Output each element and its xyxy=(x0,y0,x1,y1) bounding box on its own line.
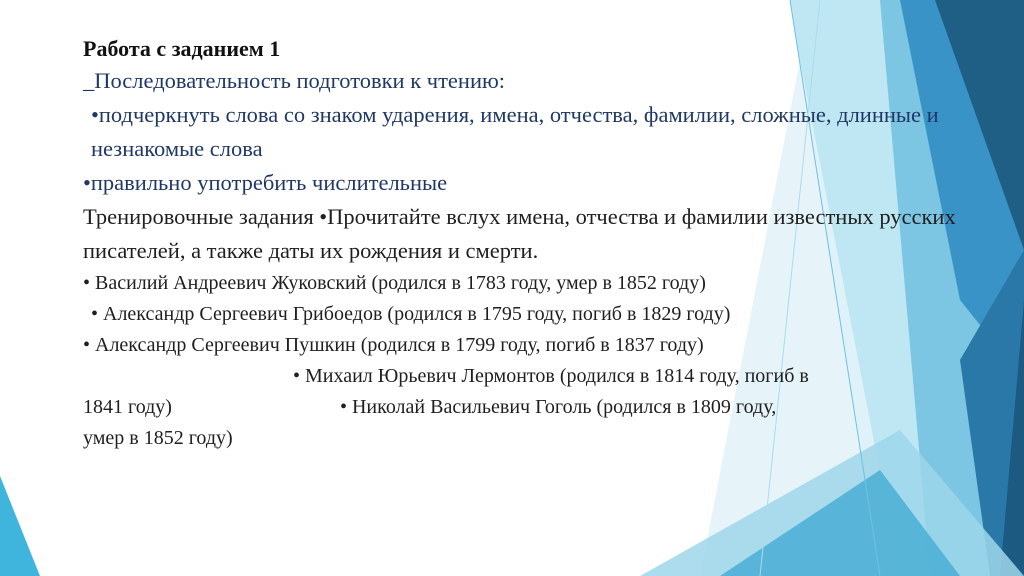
writer-5: • Николай Васильевич Гоголь (родился в 1809 году, xyxy=(339,396,777,418)
writer-4-end: 1841 году) xyxy=(83,396,172,418)
step-2: •правильно употребить числительные xyxy=(83,170,448,195)
task-text: Тренировочные задания •Прочитайте вслух имена, отчества и фамилии известных русских писателей, а также даты их рождения и смерти. xyxy=(83,204,956,263)
writer-4-5-line xyxy=(83,392,963,423)
writer-3: • Александр Сергеевич Пушкин (родился в 1799 году, погиб в 1837 году) xyxy=(83,334,704,356)
slide-content xyxy=(83,34,963,454)
slide-title: Работа с заданием 1 xyxy=(83,36,281,61)
sequence-heading xyxy=(83,64,963,98)
writer-4-line xyxy=(83,361,963,392)
writer-1: • Василий Андреевич Жуковский (родился в 1783 году, умер в 1852 году) xyxy=(83,272,706,294)
left-accent-triangle xyxy=(0,476,40,576)
step-1: •подчеркнуть слова со знаком ударения, имена, отчества, фамилии, сложные, длинные и незнакомые слова xyxy=(91,102,939,161)
sequence-heading-text: Последовательность подготовки к чтению: xyxy=(94,68,506,93)
underscore-mark: _ xyxy=(83,68,95,93)
writer-4: • Михаил Юрьевич Лермонтов (родился в 1814 году, погиб в xyxy=(293,365,809,387)
writer-5-end: умер в 1852 году) xyxy=(83,427,233,449)
writer-2: • Александр Сергеевич Грибоедов (родился в 1795 году, погиб в 1829 году) xyxy=(91,303,731,325)
